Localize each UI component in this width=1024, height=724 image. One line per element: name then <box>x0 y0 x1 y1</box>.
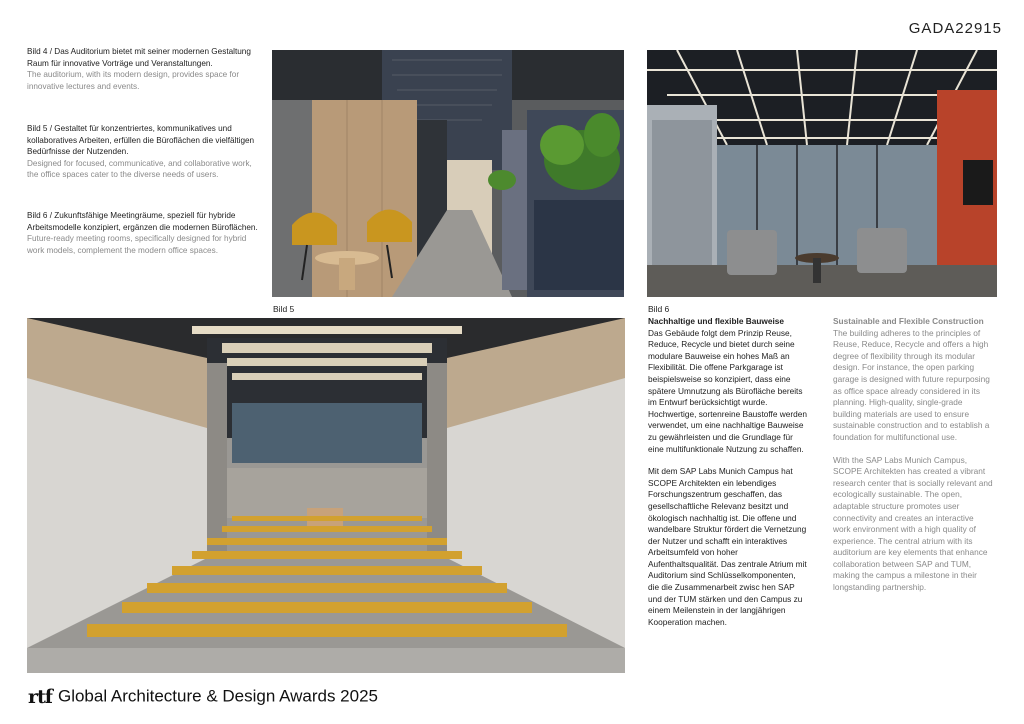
footer <box>28 686 378 708</box>
label-bild5: Bild 5 <box>273 304 295 314</box>
english-para1: The building adheres to the principles of Reuse, Reduce, Recycle and offers a high degree of flexibility through its modular design. For instance, the open parking garage is designed with future repurposing as office space already considered in its planning. High-quality, single-grade building materials are used to ensure sustainable construction and to establish a foundation for multifunctional use. <box>833 327 990 442</box>
german-para2: Mit dem SAP Labs Munich Campus hat SCOPE Architekten ein lebendiges Forschungszentrum geschaffen, das gesellschaftliche Relevanz besitzt und ökologisch nachhaltig ist. Die offene und wandelbare Struktur fördert die Vernetzung der Nutzer und schafft ein interaktives Arbeitsumfeld von hoher Aufenthaltsqualität. Das zentrale Atrium mit Auditorium sind Schlüsselkomponenten, die die Zusammenarbeit zwisc hen SAP und der TUM stärken und den Campus zu einem Meilenstein in der langjährigen Kooperation machen. <box>648 466 807 627</box>
photo-meeting-bild6 <box>647 50 997 297</box>
english-para2: With the SAP Labs Munich Campus, SCOPE Architekten has created a vibrant research center that is socially relevant and ecologically sustainable. The open, adaptable structure promotes user connectivity and creates an interactive work environment with a high quality of experience. The central atrium with its auditorium are key elements that enhance collaboration between SAP and TUM, making the campus a milestone in their longstanding partnership. <box>833 454 993 593</box>
footer-title: Global Architecture & Design Awards 2025 <box>57 686 379 706</box>
caption-de: Bild 4 / Das Auditorium bietet mit seiner modernen Gestaltung Raum für innovative Vorträge und Veranstaltungen. <box>27 47 251 68</box>
caption-en: The auditorium, with its modern design, provides space for innovative lectures and events. <box>27 70 240 91</box>
photo-auditorium-bild4 <box>27 318 625 673</box>
caption-en: Future-ready meeting rooms, specifically designed for hybrid work models, complement the modern office spaces. <box>27 234 247 255</box>
caption-de: Bild 6 / Zukunftsfähige Meetingräume, speziell für hybride Arbeitsmodelle konzipiert, ergänzen die modernen Büroflächen. <box>27 211 258 232</box>
project-code: GADA22915 <box>908 20 1002 37</box>
photo-office-bild5 <box>272 50 624 297</box>
caption-de: Bild 5 / Gestaltet für konzentriertes, kommunikatives und kollaboratives Arbeiten, erfüllen die Büroflächen die vielfältigen Bedürfnisse der Nutzenden. <box>27 124 255 157</box>
caption-bild6 <box>27 210 265 256</box>
label-bild6: Bild 6 <box>648 304 670 314</box>
german-heading: Nachhaltige und flexible Bauweise <box>648 316 785 326</box>
caption-bild5 <box>27 123 265 181</box>
german-para1: Das Gebäude folgt dem Prinzip Reuse, Reduce, Recycle und bietet durch seine modulare Bauweise ein hohes Maß an Flexibilität. Die offene Parkgarage ist beispielsweise so konzipiert, dass eine spätere Umnutzung als Bürofläche bereits im Entwurf berücksichtigt wurde. Hochwertige, sortenreine Baustoffe werden verwendet, um eine nachhaltige Bauweise zu gewährleisten und die Grundlage für eine multifunktionale Nutzung zu schaffen. <box>648 327 807 454</box>
german-text-column <box>648 316 808 628</box>
rtf-logo: rtf <box>28 686 52 708</box>
english-text-column <box>833 316 993 594</box>
english-heading: Sustainable and Flexible Construction <box>833 316 984 326</box>
caption-en: Designed for focused, communicative, and collaborative work, the office spaces cater to the diverse needs of users. <box>27 158 252 180</box>
caption-bild4 <box>27 46 265 92</box>
